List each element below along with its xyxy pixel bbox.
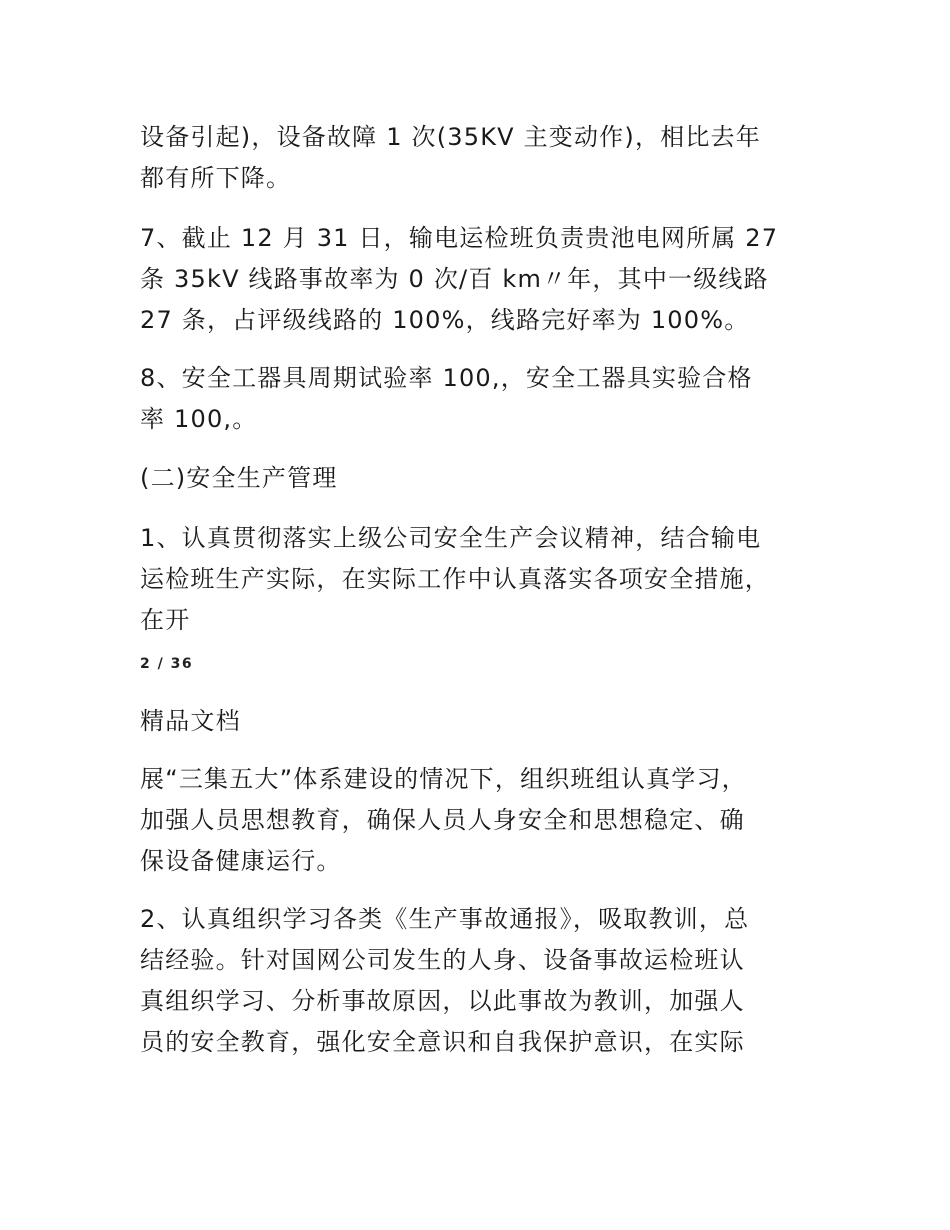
paragraph-continued	[140, 759, 820, 882]
text-line: 员的安全教育，强化安全意识和自我保护意识，在实际	[140, 1028, 745, 1056]
paragraph-item-1	[140, 518, 820, 641]
text-line: 加强人员思想教育，确保人员人身安全和思想稳定、确	[140, 806, 745, 834]
text-line: 结经验。针对国网公司发生的人身、设备事故运检班认	[140, 946, 745, 974]
text-line: (二)安全生产管理	[140, 464, 338, 492]
page-header: 精品文档	[140, 707, 241, 735]
text-line: 在开	[140, 606, 191, 634]
text-line: 展“三集五大”体系建设的情况下，组织班组认真学习，	[140, 765, 747, 793]
paragraph-item-7	[140, 218, 820, 341]
text-line: 1、认真贯彻落实上级公司安全生产会议精神，结合输电	[140, 524, 762, 552]
text-line: 27 条，占评级线路的 100%，线路完好率为 100%。	[140, 306, 750, 334]
paragraph-item-8	[140, 358, 820, 440]
paragraph-item-2	[140, 899, 820, 1063]
text-line: 2、认真组织学习各类《生产事故通报》，吸取教训，总	[140, 905, 750, 933]
page-number: 2 / 36	[140, 656, 194, 672]
text-line: 条 35kV 线路事故率为 0 次/百 km〃年，其中一级线路	[140, 265, 769, 293]
text-line: 保设备健康运行。	[140, 847, 342, 875]
text-line: 8、安全工器具周期试验率 100,，安全工器具实验合格	[140, 364, 753, 392]
text-line: 运检班生产实际，在实际工作中认真落实各项安全措施，	[140, 565, 770, 593]
text-line: 7、截止 12 月 31 日，输电运检班负责贵池电网所属 27	[140, 224, 779, 252]
paragraph-equipment-fault	[140, 117, 820, 199]
text-line: 率 100,。	[140, 405, 258, 433]
section-heading	[140, 458, 820, 499]
text-line: 都有所下降。	[140, 164, 292, 192]
text-line: 真组织学习、分析事故原因，以此事故为教训，加强人	[140, 987, 745, 1015]
text-line: 设备引起)，设备故障 1 次(35KV 主变动作)，相比去年	[140, 123, 761, 151]
